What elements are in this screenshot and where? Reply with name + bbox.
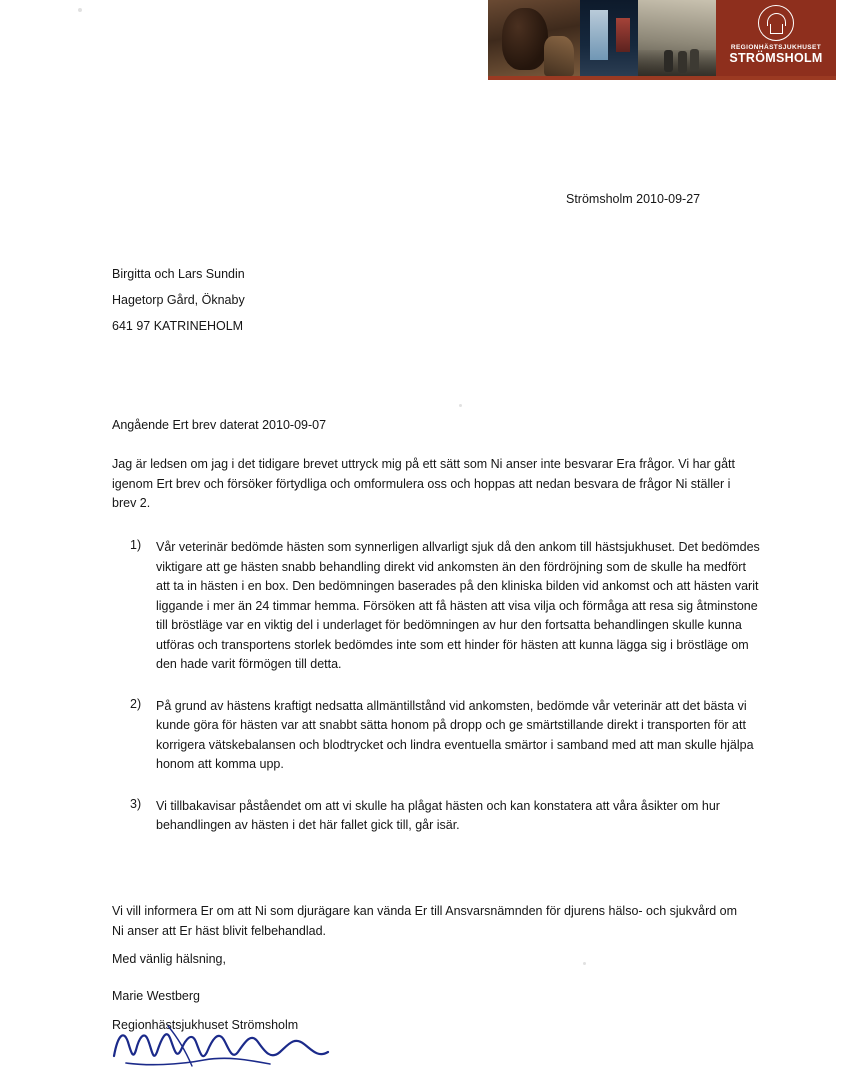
scan-speck: [583, 962, 586, 965]
list-item-number: 1): [130, 538, 142, 552]
list-item: [112, 697, 760, 775]
scan-speck: [459, 404, 462, 407]
list-item-number: 2): [130, 696, 142, 711]
intro-paragraph: Jag är ledsen om jag i det tidigare brevet uttryck mig på ett sätt som Ni anser inte besvarar Era frågor. Vi har gått igenom Ert brev och försöker förtydliga och omformulera oss och hoppas att nedan besvara de frågor Ni ställer i brev 2.: [112, 457, 735, 510]
list-item-text: Vår veterinär bedömde hästen som synnerligen allvarligt sjuk då den ankom till hästsjukhuset. Det bedömdes viktigare att ge hästen snabb behandling direkt vid ankomsten än den fördröjning som de skulle ha medfört att ta in hästen i en box. Den bedömningen baserades på den kliniska bilden vid ankomst och att hästen varit liggande i mer än 24 timmar hemma. Försöken att få hästen att visa vilja och förmåga att resa sig åtminstone till bröstläge var en viktig del i underlaget för bedömningen av hur den fortsatta behandlingen skulle kunna utföras och transportens storlek bedömdes inte som ett hinder för hästen att kunna lägga sig i bröstläge om den hade varit förmögen till detta.: [156, 540, 760, 671]
recipient-address: [112, 261, 245, 339]
list-item: [112, 797, 760, 836]
list-item: [112, 538, 760, 675]
organization-name: REGIONHÄSTSJUKHUSET: [730, 44, 822, 51]
organization-place: STRÖMSHOLM: [729, 51, 823, 65]
sender-organization: Regionhästsjukhuset Strömsholm: [112, 1018, 299, 1032]
list-item-number: 3): [130, 796, 142, 811]
recipient-street: Hagetorp Gård, Öknaby: [112, 293, 245, 307]
scan-speck: [78, 8, 82, 12]
recipient-city: 641 97 KATRINEHOLM: [112, 319, 244, 333]
regards-line: Med vänlig hälsning,: [112, 952, 226, 966]
subject-line: Angående Ert brev daterat 2010-09-07: [112, 418, 327, 432]
date-line: Strömsholm 2010-09-27: [566, 192, 701, 206]
info-paragraph: Vi vill informera Er om att Ni som djurägare kan vända Er till Ansvarsnämnden för djurens hälso- och sjukvård om Ni anser att Er häst blivit felbehandlad.: [112, 904, 738, 938]
numbered-list: [112, 538, 760, 858]
recipient-name: Birgitta och Lars Sundin: [112, 267, 245, 281]
list-item-text: Vi tillbakavisar påståendet om att vi skulle ha plågat hästen och kan konstatera att våra åsikter om hur behandlingen av hästen i det här fallet gick till, går isär.: [156, 798, 720, 832]
list-item-text: På grund av hästens kraftigt nedsatta allmäntillstånd vid ankomsten, bedömde vår veterinär att det bästa vi kunde göra för hästen var att snabbt sätta honom på dropp och ge smärtstillande direkt i transporten för att korrigera vätskebalansen och blodtrycket och lindra eventuella smärtor i samband med att man skulle hjälpa honom att komma upp.: [156, 698, 754, 771]
sender-name: Marie Westberg: [112, 989, 200, 1003]
